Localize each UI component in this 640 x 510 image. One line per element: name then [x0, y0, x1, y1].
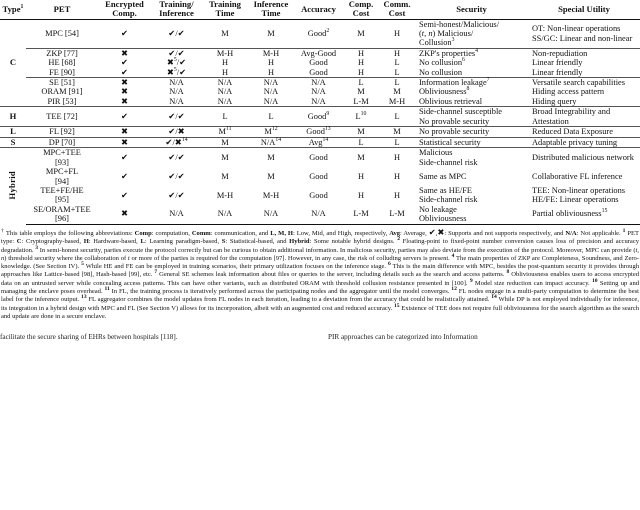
tail-left-column: facilitate the secure sharing of EHRs between hospitals [118]. — [0, 333, 178, 342]
cell-security: Side-channel susceptible No provable security — [415, 107, 528, 127]
cell-security: Semi-honest/Malicious/ (t, n) Malicious/ Collusion$^3$ — [415, 19, 528, 48]
cell-special-utility: Reduced Data Exposure — [528, 127, 640, 138]
cell-special-utility: Hiding query — [532, 96, 577, 106]
table-row — [0, 107, 640, 127]
cell-special-utility: TEE: Non-linear operations HE/FE: Linear operations — [532, 185, 626, 205]
cell-comm-cost: H — [379, 19, 415, 48]
cell-training-inference: ✔/✔ — [151, 148, 202, 167]
table-row — [0, 186, 640, 205]
cell-accuracy: Good$^9$ — [294, 107, 343, 127]
cell-training-time: N/A — [217, 87, 233, 97]
cell-comm-cost: H — [379, 48, 415, 58]
table-row — [0, 68, 640, 78]
cell-special-utility: Non-repudiation — [528, 48, 640, 58]
cell-training-inference: ✔/✔ — [168, 170, 185, 181]
table-body — [0, 19, 640, 224]
cell-training-time: N/A — [202, 205, 248, 224]
cell-accuracy: Good — [309, 171, 328, 181]
cell-accuracy: Good — [309, 190, 328, 200]
cell-pet: TEE+FE/HE [95] — [40, 185, 84, 205]
cell-encrypted-comp: ✔ — [120, 189, 129, 200]
cell-pet: ORAM [91] — [41, 87, 83, 97]
cell-training-time: M-H — [216, 190, 234, 200]
cell-training-inference: ✔/✔ — [168, 189, 185, 200]
cell-comm-cost: L — [379, 137, 415, 148]
cell-training-inference: ✔/✖$^{14}$ — [151, 137, 202, 148]
cell-comp-cost: H — [357, 171, 365, 181]
cell-training-time: H — [221, 58, 229, 68]
cell-encrypted-comp: ✖ — [98, 127, 151, 138]
cell-special-utility: OT: Non-linear operations SS/GC: Linear and non-linear — [528, 19, 640, 48]
cell-training-inference: ✔/✔ — [151, 48, 202, 58]
cell-special-utility: Linear friendly — [532, 67, 583, 77]
cell-training-inference: N/A — [169, 96, 184, 106]
cell-security: Obliviousness$^8$ — [419, 86, 470, 97]
cell-comm-cost: H — [393, 171, 401, 181]
cell-encrypted-comp: ✖ — [120, 95, 129, 106]
cell-pet: SE [51] — [26, 78, 98, 88]
pet-comparison-table — [0, 0, 640, 225]
column-header-type: Type$^1$ — [2, 3, 24, 14]
column-header-pet: PET — [53, 3, 71, 14]
cell-inference-time: M — [267, 171, 275, 181]
cell-pet: MPC [54] — [26, 19, 98, 48]
cell-inference-time: $M^{12}$ — [248, 127, 294, 138]
cell-comm-cost: L — [394, 67, 400, 77]
cell-comm-cost: L — [379, 107, 415, 127]
cell-training-time: M — [202, 137, 248, 148]
cell-training-inference: ✖$^5$/✔ — [166, 57, 187, 68]
cell-encrypted-comp: ✖ — [98, 78, 151, 88]
cell-inference-time: $N/A^{14}$ — [248, 137, 294, 148]
cell-security: Oblivious retrieval — [419, 96, 483, 106]
cell-comp-cost: M — [343, 19, 379, 48]
row-group-type: H — [0, 107, 26, 127]
cell-comp-cost: H — [357, 67, 365, 77]
cell-comm-cost: M — [393, 87, 401, 97]
cell-accuracy: Good$^2$ — [294, 19, 343, 48]
cell-inference-time: N/A — [248, 205, 294, 224]
cell-pet: FL [92] — [26, 127, 98, 138]
cell-inference-time: L — [248, 107, 294, 127]
cell-special-utility: Hiding access pattern — [532, 87, 605, 97]
cell-comp-cost: M — [343, 148, 379, 167]
cell-accuracy: Good — [309, 67, 328, 77]
cell-security: Malicious Side-channel risk — [415, 148, 528, 167]
cell-comp-cost: L-M — [343, 205, 379, 224]
cell-accuracy: Good — [294, 148, 343, 167]
cell-comm-cost: H — [379, 148, 415, 167]
cell-comp-cost: H — [357, 190, 365, 200]
cell-security: Information leakage$^7$ — [415, 78, 528, 88]
cell-inference-time: M-H — [248, 48, 294, 58]
cell-special-utility: Distributed malicious network — [528, 148, 640, 167]
cell-comp-cost: M — [357, 87, 365, 97]
cell-encrypted-comp: ✔ — [120, 66, 129, 77]
table-footnotes: † This table employs the following abbreviations: Comp: computation, Comm: communication, and L, M, H: Low, Mid, and High, respectively, Avg: Average, ✔,✖: Supports and not supports respectively, and N/A: Not applicable. 1 PET type: C: Cryptography-based, H: Hardware-based, L: Learning paradigm-based, S: Statistical-based, and Hybrid: Some notable hybrid designs. 2 Floating-point to fixed-point number conversion causes loss of precision and accuracy degradation. 3 In semi-honest security, parties execute the protocol correctly but can be curious to obtain additional information. In malicious security, parties may also deviate from the execution of the protocol. Moreover, MPC can provide (t, n) threshold security where the collaboration of t or more of the parties is required for the computation [97]. However, in any case, the risk of colluding servers is present. 4 The main properties of ZKP are Completeness, Soundness, and Zero-knowledge. (See Section IV). 5 While HE and FE can be employed in training scenarios, their primary utilization focuses on the inference stage. 6 This is the main difference with MPC, besides the post-quantum security it provides through approaches like Lattice-based [98], Hash-based [99], etc. 7 General SE schemes leak information about files or queries to the server, including details such as the search and access patterns. 8 Obliviousness enables users to access encrypted data on an untrusted server while concealing access patterns. This can have other variants, such as distributed ORAM with threshold collusion resistance presented in [100]. 9 Model size reduction can impact accuracy. 10 Setting up and managing the enclave poses overhead. 11 In FL, the training process is iteratively performed across the participating nodes and the aggregator until the model converges. 12 FL nodes engage in a multi-party computation to determine the best label for the inference output. 13 FL aggregator combines the model updates from FL nodes in each iteration, leading to a deviation from the accuracy that could be realistically attained. 14 While DP is not employed individually for inference, its integration in a hybrid design with MPC and FL (See Section V) allows for its incorporation, albeit with an augmented cost and reduced accuracy. 15 Existence of TEE does not require full obliviousness for the search algorithm as the search and update are done in a secure enclave. — [1, 227, 640, 320]
cell-pet: SE/ORAM+TEE [96] — [26, 205, 98, 224]
cell-comp-cost: M — [343, 127, 379, 138]
cell-training-time: H — [221, 67, 229, 77]
cell-training-time: M — [221, 171, 229, 181]
cell-accuracy: N/A — [311, 96, 326, 106]
cell-pet: HE [68] — [48, 58, 76, 68]
cell-security: No provable security — [415, 127, 528, 138]
cell-security: Same as MPC — [419, 171, 467, 181]
cell-comp-cost: L — [343, 78, 379, 88]
cell-comm-cost: M — [379, 127, 415, 138]
cell-encrypted-comp: ✖ — [98, 205, 151, 224]
cell-comm-cost: M-H — [388, 96, 406, 106]
cell-security: ZKP's properties$^4$ — [415, 48, 528, 58]
cell-comp-cost: H — [343, 48, 379, 58]
row-group-type: L — [0, 127, 26, 138]
cell-accuracy: Avg$^{14}$ — [294, 137, 343, 148]
cell-training-inference: ✔/✔ — [151, 19, 202, 48]
cell-training-inference: ✔/✖ — [151, 127, 202, 138]
cell-security: No leakage Obliviousness — [415, 205, 528, 224]
cell-special-utility: Linear friendly — [532, 58, 583, 68]
cell-inference-time: M-H — [262, 190, 280, 200]
cell-encrypted-comp: ✖ — [98, 137, 151, 148]
cell-security: Statistical security — [415, 137, 528, 148]
header-row — [0, 0, 640, 19]
table-row — [0, 78, 640, 88]
cell-comm-cost: L — [394, 58, 400, 68]
row-group-type: Hybrid — [0, 148, 26, 224]
cell-security: No collusion$^6$ — [419, 57, 465, 68]
cell-training-time: M — [202, 19, 248, 48]
cell-accuracy: Good$^{13}$ — [294, 127, 343, 138]
cell-accuracy: Good — [309, 58, 328, 68]
cell-encrypted-comp: ✔ — [120, 170, 129, 181]
cell-accuracy: N/A — [294, 78, 343, 88]
cell-pet: FE [90] — [49, 67, 75, 77]
row-group-type: S — [0, 137, 26, 148]
cell-encrypted-comp: ✖ — [98, 48, 151, 58]
cell-training-inference: ✔/✔ — [151, 107, 202, 127]
cell-training-inference: N/A — [169, 87, 184, 97]
cell-training-inference: ✖$^5$/✔ — [166, 66, 187, 77]
cell-special-utility: Broad Integrability and Attestation — [528, 107, 640, 127]
column-header-acc: Accuracy — [301, 3, 336, 14]
cell-training-inference: N/A — [151, 205, 202, 224]
cell-training-time: N/A — [217, 96, 233, 106]
cell-accuracy: N/A — [294, 205, 343, 224]
column-header-sec: Security — [456, 3, 487, 14]
table-row — [0, 205, 640, 224]
column-header-tt: Training Time — [209, 0, 241, 19]
cell-special-utility: Partial obliviousness$^{15}$ — [528, 205, 640, 224]
table-row — [0, 58, 640, 67]
cell-training-time: M-H — [202, 48, 248, 58]
table-row — [0, 127, 640, 138]
cell-inference-time: M — [248, 19, 294, 48]
cell-security: Same as HE/FE Side-channel risk — [419, 185, 478, 205]
cell-comp-cost: $L^{10}$ — [343, 107, 379, 127]
cell-inference-time: N/A — [263, 87, 279, 97]
table-row — [0, 97, 640, 107]
table-row — [0, 137, 640, 148]
cell-security: No collusion — [419, 67, 463, 77]
row-group-type: C — [0, 19, 26, 107]
cell-pet: TEE [72] — [26, 107, 98, 127]
cell-encrypted-comp: ✖ — [120, 86, 129, 97]
table-row — [0, 87, 640, 96]
cell-pet: PIR [53] — [47, 96, 77, 106]
cell-special-utility: Adaptable privacy tuning — [528, 137, 640, 148]
column-header-util: Special Utility — [558, 3, 610, 14]
cell-comm-cost: L — [379, 78, 415, 88]
cell-training-time: L — [202, 107, 248, 127]
cell-comp-cost: L — [343, 137, 379, 148]
column-header-enc: Encrypted Comp. — [105, 0, 144, 19]
cell-accuracy: N/A — [311, 87, 326, 97]
cell-comp-cost: L-M — [353, 96, 369, 106]
column-header-compcost: Comp. Cost — [348, 0, 374, 19]
column-header-ti: Training/ Inference — [159, 0, 194, 19]
cell-inference-time: H — [267, 58, 275, 68]
cell-comp-cost: H — [357, 58, 365, 68]
cell-comm-cost: L-M — [379, 205, 415, 224]
cell-special-utility: Versatile search capabilities — [528, 78, 640, 88]
cell-encrypted-comp: ✔ — [120, 57, 129, 68]
table-row — [0, 148, 640, 167]
cell-training-time: M — [202, 148, 248, 167]
cell-inference-time: N/A — [248, 78, 294, 88]
cell-encrypted-comp: ✔ — [98, 107, 151, 127]
cell-encrypted-comp: ✔ — [98, 19, 151, 48]
cell-inference-time: M — [248, 148, 294, 167]
cell-pet: MPC+TEE [93] — [26, 148, 98, 167]
cell-encrypted-comp: ✔ — [98, 148, 151, 167]
cell-pet: DP [70] — [26, 137, 98, 148]
page-tail-columns — [0, 321, 640, 345]
cell-training-time: $M^{11}$ — [202, 127, 248, 138]
cell-inference-time: H — [267, 67, 275, 77]
column-header-commcost: Comm. Cost — [383, 0, 411, 19]
cell-pet: ZKP [77] — [26, 48, 98, 58]
cell-pet: MPC+FL [94] — [45, 167, 79, 186]
column-header-it: Inference Time — [253, 0, 289, 19]
cell-training-inference: N/A — [151, 78, 202, 88]
table-row — [0, 19, 640, 48]
tail-right-column: PIR approaches can be categorized into Information — [328, 333, 478, 342]
table-row — [0, 167, 640, 186]
cell-training-time: N/A — [202, 78, 248, 88]
cell-comm-cost: H — [393, 190, 401, 200]
cell-special-utility: Collaborative FL inference — [532, 171, 623, 181]
cell-accuracy: Avg-Good — [294, 48, 343, 58]
cell-inference-time: N/A — [263, 96, 279, 106]
table-row — [0, 48, 640, 58]
table-head — [0, 0, 640, 19]
